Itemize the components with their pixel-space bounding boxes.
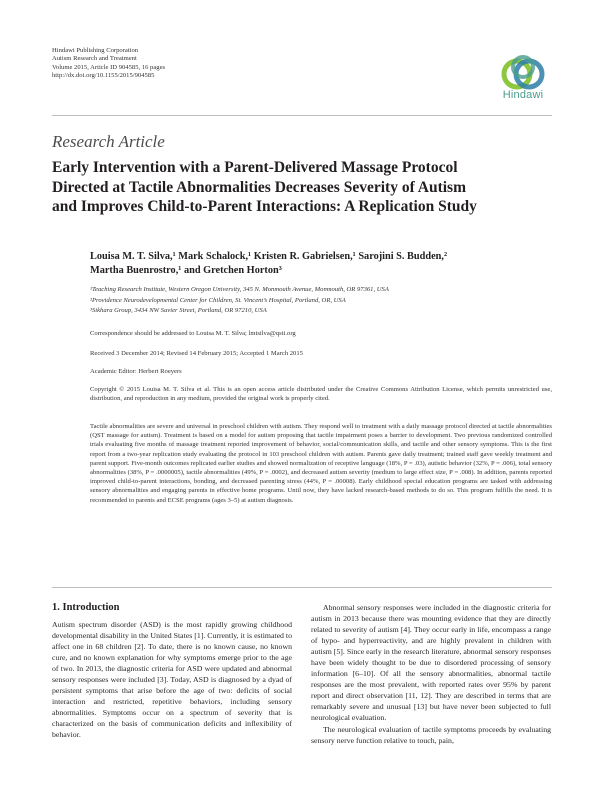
copyright-notice: Copyright © 2015 Louisa M. T. Silva et al. This is an open access article distributed under the Creative Commons Attribution License, which permits unrestricted use, distribution, and reproduction in any medium, provided the original work is properly cited. <box>90 386 552 402</box>
abstract: Tactile abnormalities are severe and universal in preschool children with autism. They respond well to treatment with a daily massage protocol directed at tactile abnormalities (QST massage for autism). Treatment is based on a model for autism proposing that tactile impairment poses a barrier to development. Two previous randomized controlled trials evaluating five months of massage treatment reported improvement of behavior, social/communication skills, and tactile and other sensory symptoms. This is the first report from a two-year replication study evaluating the protocol in 103 preschool children with autism. Parents gave daily treatment; trained staff gave weekly treatment and parent support. Five-month outcomes replicated earlier studies and showed normalization of receptive language (18%, P = .03), autistic behavior (32%, P = .006), total sensory abnormalities (38%, P = .0000005), tactile abnormalities (49%, P = .0002), and decreased autism severity (medium to large effect size, P = .008). In addition, parents reported improved child-to-parent interactions, bonding, and decreased parenting stress (44%, P = .00008). Early childhood special education programs are tasked with addressing sensory abnormalities and engaging parents in effective home programs. Until now, they have lacked research-based methods to do so. This program fulfills the need. It is recommended to parents and ECSE programs (ages 3–5) at autism diagnosis. <box>90 423 552 504</box>
affiliation: ¹Teaching Research Institute, Western Oregon University, 345 N. Monmouth Avenue, Monmouth, OR 97361, USA <box>90 286 389 293</box>
journal-publisher: Hindawi Publishing Corporation <box>52 47 139 54</box>
left-column <box>52 619 292 741</box>
title-line: Early Intervention with a Parent-Delivered Massage Protocol <box>52 159 458 176</box>
authors-line: Louisa M. T. Silva,¹ Mark Schalock,¹ Kristen R. Gabrielsen,¹ Sarojini S. Budden,² <box>90 251 448 262</box>
paragraph: Abnormal sensory responses were included in the diagnostic criteria for autism in 2013 because there was mounting evidence that they are directly related to severity of autism [4]. They occur early in life, encompass a range of hypo- and hyperreactivity, and are highly prevalent in children with autism [5]. Since early in the research literature, abnormal sensory responses have been widely thought to be due to disordered processing of sensory information [6–10]. Of all the sensory abnormalities, abnormal tactile responses are the most prevalent, with reported rates over 95% by parent report and direct observation [11, 12]. They are described in terms that are remarkably severe and unusual [13] but have never been subjected to full neurological evaluation. <box>311 603 551 723</box>
journal-info <box>52 47 165 80</box>
section-heading: 1. Introduction <box>52 602 120 613</box>
journal-name: Autism Research and Treatment <box>52 55 137 63</box>
title-line: and Improves Child-to-Parent Interactions: A Replication Study <box>52 198 477 215</box>
affiliation: ³Sikhara Group, 3434 NW Savier Street, Portland, OR 97210, USA <box>90 307 267 315</box>
article-title <box>52 158 557 217</box>
journal-volume: Volume 2015, Article ID 904585, 16 pages <box>52 63 166 71</box>
academic-editor: Academic Editor: Herbert Roeyers <box>90 368 182 375</box>
journal-doi-link[interactable]: http://dx.doi.org/10.1155/2015/904585 <box>52 71 155 79</box>
paragraph: Autism spectrum disorder (ASD) is the most rapidly growing childhood developmental disability in the United States [1]. Currently, it is estimated to affect one in 68 children [2]. To date, there is no known cause, no known cure, and no known explanation for why symptoms emerge prior to the age of two. In 2013, the diagnostic criteria for ASD were updated and abnormal sensory responses were included [3]. Today, ASD is diagnosed by a dyad of persistent symptoms that arise before the age of two: deficits of social interaction and restricted, repetitive behaviors, including sensory abnormalities. Symptoms occur on a spectrum of severity that is characterized on the basis of communication deficits and inflexibility of behavior. <box>52 620 292 740</box>
article-type: Research Article <box>52 132 165 151</box>
affiliation: ²Providence Neurodevelopmental Center for Children, St. Vincent’s Hospital, Portland, OR, USA <box>90 296 346 304</box>
logo-text: Hindawi <box>502 89 544 101</box>
abstract-divider <box>52 587 552 588</box>
received-dates: Received 3 December 2014; Revised 14 February 2015; Accepted 1 March 2015 <box>90 350 303 357</box>
title-line: Directed at Tactile Abnormalities Decreases Severity of Autism <box>52 178 466 196</box>
right-column <box>311 602 551 746</box>
paragraph: The neurological evaluation of tactile symptoms proceeds by evaluating sensory nerve function relative to touch, pain, <box>311 724 551 745</box>
authors <box>90 250 560 278</box>
correspondence: Correspondence should be addressed to Louisa M. T. Silva; lmtsilva@qsti.org <box>90 330 296 337</box>
affiliations <box>90 285 560 317</box>
authors-line: Martha Buenrostro,¹ and Gretchen Horton³ <box>90 265 282 276</box>
header-divider <box>52 115 552 116</box>
